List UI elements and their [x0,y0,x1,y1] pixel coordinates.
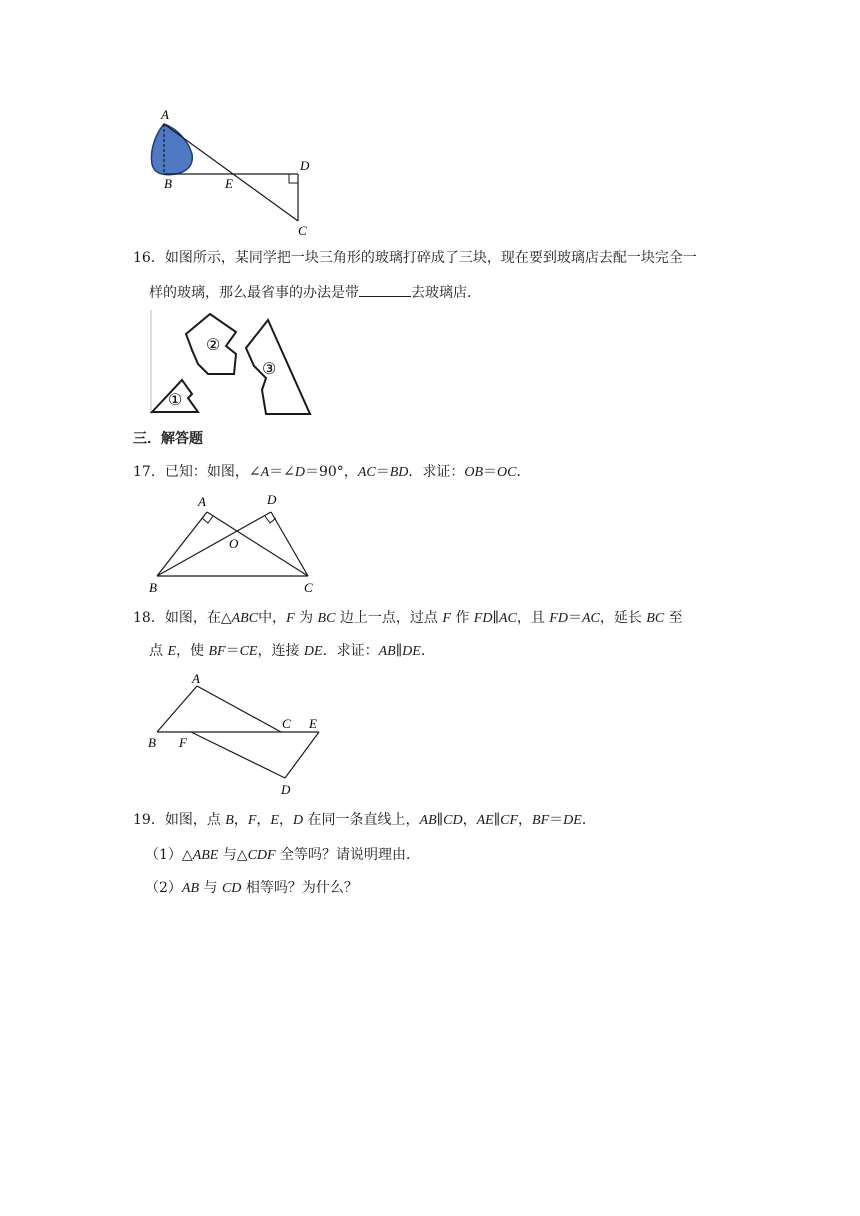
q18-var: AB [378,644,396,659]
q19-var: AB [419,813,437,828]
q19-text: （2） [145,880,182,896]
q17-text: ． [516,464,531,480]
piece-1-label: ① [168,392,183,409]
q19-text: ， [233,812,248,828]
q18-text: ∥ [395,643,403,659]
q17-number: 17． [133,464,165,480]
label-D: D [281,782,291,797]
q19-var: CD [443,813,463,828]
q17-var: AC [357,465,376,480]
q18-text: ，连接 [257,643,304,659]
label-O: O [229,536,239,551]
q18-number: 18． [133,610,165,626]
q18-text: 为 [294,610,318,626]
piece-3-label: ③ [262,361,277,378]
q18-var: E [167,644,177,659]
label-C: C [298,223,307,238]
label-A: A [192,671,200,686]
q19-line1 [133,810,596,831]
figure-q15 [140,104,340,239]
q19-var: BF [532,813,550,828]
q18-var: AC [498,611,517,626]
q18-text: ．求证： [322,643,379,659]
q17-var: OC [497,465,517,480]
q18-text: 如图，在△ [164,610,232,626]
q16-line2 [149,282,481,303]
label-B: B [148,735,156,750]
q17-var: OB [464,465,484,480]
figure-q18 [145,670,335,800]
q19-text: 相等吗？为什么？ [241,880,358,896]
q17-text: 已知：如图，∠ [164,464,261,480]
q19-var: CDF [247,848,276,863]
q19-text: （1）△ [145,847,193,863]
q18-var: DE [402,644,421,659]
q16-text-2a: 样的玻璃，那么最省事的办法是带 [149,285,359,301]
q16-answer-blank[interactable] [359,282,411,297]
q19-number: 19． [133,812,165,828]
q18-text: ，且 [516,610,550,626]
figure-q16 [148,308,318,418]
label-C: C [304,580,313,595]
q19-text: ， [256,812,271,828]
figure-q17 [145,490,325,598]
q17-text: ＝90°， [304,464,358,480]
q19-var: E [270,813,279,828]
q19-var: CD [221,881,242,896]
q19-var: F [247,813,257,828]
q19-text: ， [462,812,477,828]
q19-text: ＝ [549,812,564,828]
q18-var: FD [549,611,568,626]
q18-var: F [286,611,295,626]
q18-text: 作 [450,610,474,626]
q18-var: CE [239,644,258,659]
q18-text: 点 [149,643,168,659]
q19-text: ． [581,812,596,828]
label-B: B [164,176,172,191]
q17-text: ＝∠ [269,464,295,480]
q18-text: 边上一点，过点 [335,610,443,626]
label-E: E [225,176,233,191]
q19-text: ， [518,812,533,828]
q17-line [133,462,531,483]
q19-var: AE [476,813,494,828]
q19-var: D [292,813,304,828]
label-A: A [198,494,206,509]
q18-line1 [133,608,683,629]
piece-2-label: ② [206,337,221,354]
label-D: D [300,158,310,173]
q18-var: AC [581,611,600,626]
q19-var: B [225,813,234,828]
q19-sub1 [145,845,420,866]
q18-var: BC [317,611,336,626]
q16-line1 [133,248,697,268]
q17-var: BD [389,465,409,480]
q18-text: 至 [664,610,683,626]
q19-text: 在同一条直线上， [303,812,420,828]
section-title: 三．解答题 [133,431,203,447]
label-F: F [179,735,187,750]
q18-text: ∥ [492,610,499,626]
q18-text: ＝ [567,610,582,626]
q17-var: D [294,465,305,480]
q17-text: ＝ [375,464,390,480]
glass-piece-3 [246,320,310,414]
q16-number: 16． [133,250,165,266]
q16-text-2b: 去玻璃店． [411,285,481,301]
q18-var: FD [473,611,493,626]
q19-text: 全等吗？请说明理由． [275,847,421,863]
label-C: C [282,716,291,731]
q17-text: ．求证： [408,464,465,480]
label-B: B [149,580,157,595]
q19-text: ∥ [436,812,444,828]
q18-text: ，使 [176,643,209,659]
label-D: D [267,492,277,507]
q18-var: ABC [231,611,259,626]
q17-var: A [260,465,270,480]
q18-text: ，延长 [599,610,647,626]
q18-text: ＝ [225,643,240,659]
q19-var: DE [563,813,582,828]
q18-var: BF [208,644,226,659]
q19-text: 如图，点 [164,812,226,828]
q19-var: AB [181,881,200,896]
q18-var: F [442,611,451,626]
q18-line2 [149,641,435,662]
q19-text: 与 [199,880,222,896]
pond-shape [152,124,193,175]
label-A: A [161,107,169,122]
q18-var: DE [303,644,323,659]
q16-text-1: 如图所示，某同学把一块三角形的玻璃打碎成了三块，现在要到玻璃店去配一块完全一 [164,250,697,266]
q19-text: 与△ [218,847,248,863]
q19-sub2 [145,878,358,899]
q19-var: CF [500,813,519,828]
q18-var: BC [646,611,665,626]
q19-var: ABE [192,848,219,863]
q17-text: ＝ [483,464,498,480]
q18-text: ． [420,643,435,659]
q19-text: ， [278,812,293,828]
label-E: E [309,716,317,731]
q18-text: 中， [258,610,287,626]
q19-text: ∥ [493,812,501,828]
